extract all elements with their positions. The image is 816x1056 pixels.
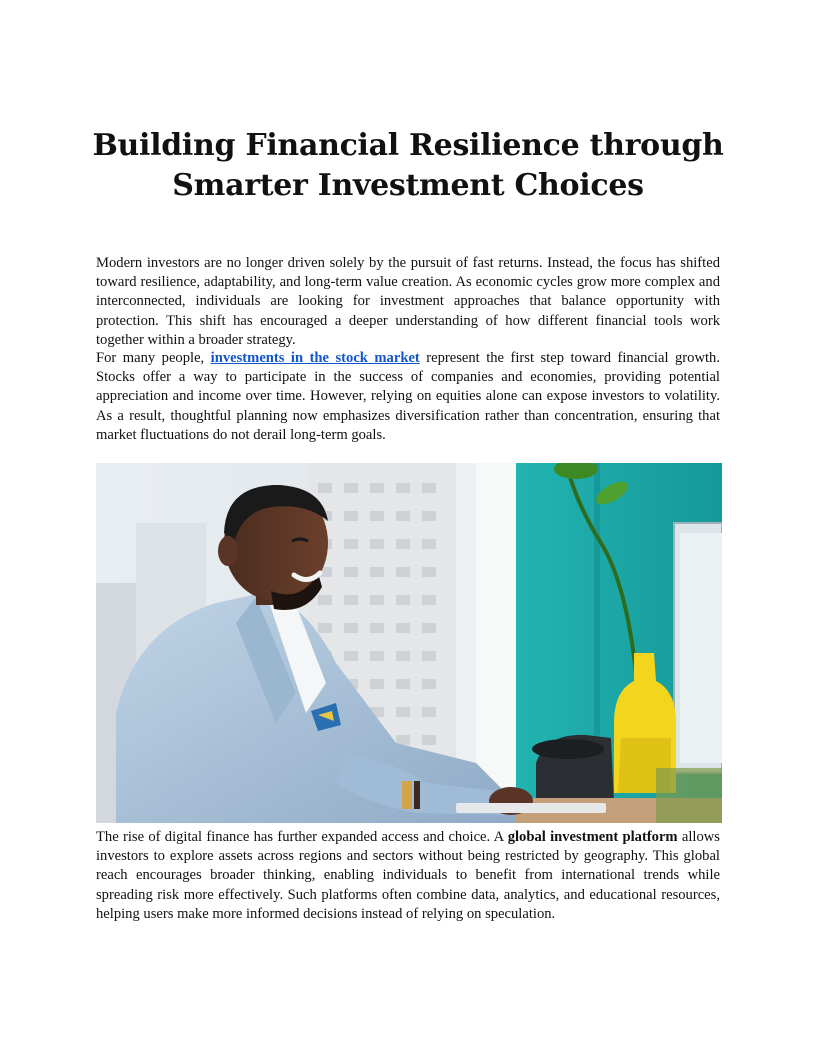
page-title <box>60 126 756 206</box>
paragraph3-text-after: allows investors to explore assets across regions and sectors without being restricted by geography. This global reach encourages broader thinking, enabling individuals to benefit from international trends while spreading risk more effectively. Such platforms often combine data, analytics, and educational resources, helping users make more informed decisions instead of relying on speculation. <box>96 829 720 922</box>
stock-market-paragraph <box>96 349 720 445</box>
paragraph3-text-before: The rise of digital finance has further expanded access and choice. A <box>96 829 508 845</box>
title-line-1: Building Financial Resilience through <box>92 128 724 163</box>
paragraph2-text-before: For many people, <box>96 350 211 366</box>
global-platform-paragraph <box>96 828 720 924</box>
global-investment-platform-term: global investment platform <box>507 829 678 845</box>
businessman-photo <box>96 463 722 823</box>
intro-paragraph: Modern investors are no longer driven solely by the pursuit of fast returns. Instead, the focus has shifted toward resilience, adaptability, and long-term value creation. As economic cycles grow more complex and interconnected, individuals are looking for investment approaches that balance opportunity with protection. This shift has encouraged a deeper understanding of how different financial tools work together within a broader strategy. <box>96 255 720 348</box>
stock-market-link[interactable]: investments in the stock market <box>210 350 420 366</box>
title-line-2: Smarter Investment Choices <box>172 168 644 203</box>
paragraph2-text-after: represent the first step toward financial growth. Stocks offer a way to participate in the success of companies and economies, providing potential appreciation and income over time. However, relying on equities alone can expose investors to volatility. As a result, thoughtful planning now emphasizes diversification rather than concentration, ensuring that market fluctuations do not derail long-term goals. <box>96 350 720 443</box>
